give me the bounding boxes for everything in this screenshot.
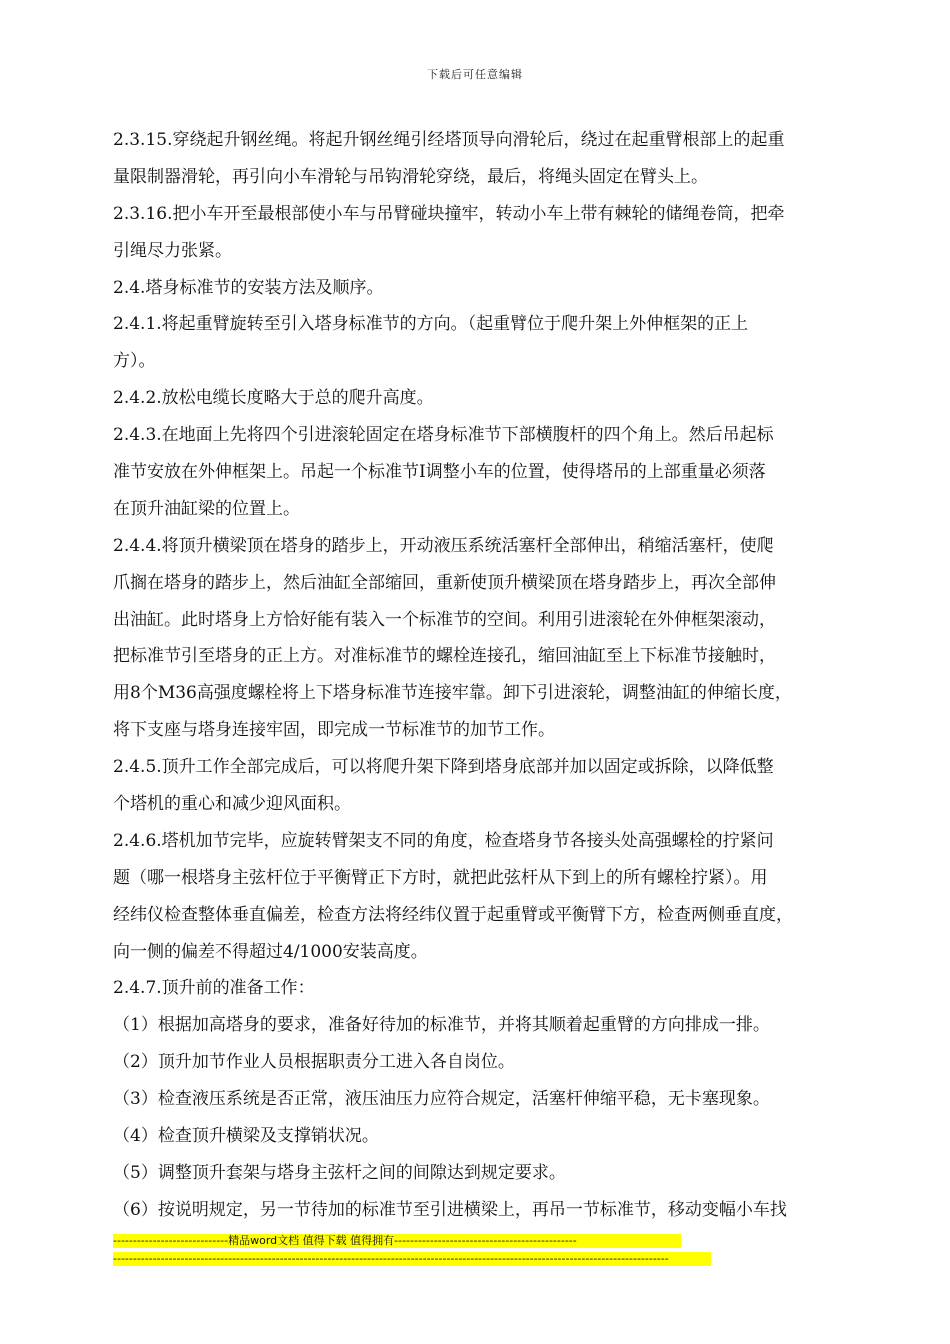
text-line: （4）检查顶升横梁及支撑销状况。 bbox=[113, 1126, 379, 1147]
text-line: 2.4.5.顶升工作全部完成后，可以将爬升架下降到塔身底部并加以固定或拆除，以降低整 bbox=[113, 757, 774, 778]
text-line: （2）顶升加节作业人员根据职责分工进入各自岗位。 bbox=[113, 1052, 515, 1073]
text-line: 经纬仪检查整体垂直偏差，检查方法将经纬仪置于起重臂或平衡臂下方，检查两侧垂直度， bbox=[113, 904, 793, 925]
text-line: 把标准节引至塔身的正上方。对准标准节的螺栓连接孔，缩回油缸至上下标准节接触时， bbox=[113, 646, 776, 667]
text-line: 引绳尽力张紧。 bbox=[113, 240, 232, 261]
text-line: 方）。 bbox=[113, 351, 156, 372]
text-line: 量限制器滑轮，再引向小车滑轮与吊钩滑轮穿绕，最后，将绳头固定在臂头上。 bbox=[113, 166, 708, 187]
text-line: 2.4.1.将起重臂旋转至引入塔身标准节的方向。（起重臂位于爬升架上外伸框架的正上 bbox=[113, 314, 749, 335]
document-body bbox=[113, 122, 887, 1229]
text-line: 个塔机的重心和减少迎风面积。 bbox=[113, 794, 351, 815]
footer-banner-line-2: -------------------------------------------------------------------------------------------------------------------------------------------- bbox=[113, 1252, 711, 1266]
page-footer bbox=[113, 1234, 711, 1270]
text-line: 2.4.6.塔机加节完毕，应旋转臂架支不同的角度，检查塔身节各接头处高强螺栓的拧紧问 bbox=[113, 830, 774, 851]
text-line: （1）根据加高塔身的要求，准备好待加的标准节，并将其顺着起重臂的方向排成一排。 bbox=[113, 1015, 770, 1036]
footer-banner-line-1: -----------------------------精品word文档 值得下载 值得拥有---------------------------------------------- bbox=[113, 1234, 681, 1248]
text-line: （3）检查液压系统是否正常，液压油压力应符合规定，活塞杆伸缩平稳，无卡塞现象。 bbox=[113, 1089, 770, 1110]
text-line: 用8个M36高强度螺栓将上下塔身标准节连接牢靠。卸下引进滚轮，调整油缸的伸缩长度， bbox=[113, 683, 792, 704]
text-line: 题（哪一根塔身主弦杆位于平衡臂正下方时，就把此弦杆从下到上的所有螺栓拧紧）。用 bbox=[113, 867, 768, 888]
text-line: （5）调整顶升套架与塔身主弦杆之间的间隙达到规定要求。 bbox=[113, 1162, 566, 1183]
text-line: 向一侧的偏差不得超过4/1000安装高度。 bbox=[113, 941, 428, 962]
text-line: 出油缸。此时塔身上方恰好能有装入一个标准节的空间。利用引进滚轮在外伸框架滚动， bbox=[113, 609, 776, 630]
text-line: 在顶升油缸梁的位置上。 bbox=[113, 498, 300, 519]
text-line: 准节安放在外伸框架上。吊起一个标准节Ⅰ调整小车的位置，使得塔吊的上部重量必须落 bbox=[113, 462, 766, 483]
text-line: 2.3.15.穿绕起升钢丝绳。将起升钢丝绳引经塔顶导向滑轮后，绕过在起重臂根部上的起重 bbox=[113, 130, 785, 150]
text-line: 将下支座与塔身连接牢固，即完成一节标准节的加节工作。 bbox=[113, 720, 555, 741]
page-header: 下载后可任意编辑 bbox=[427, 68, 523, 81]
text-line: 2.4.3.在地面上先将四个引进滚轮固定在塔身标准节下部横腹杆的四个角上。然后吊起标 bbox=[113, 425, 774, 446]
text-line: 2.3.16.把小车开至最根部使小车与吊臂碰块撞牢，转动小车上带有棘轮的储绳卷筒，把牵 bbox=[113, 203, 785, 224]
text-line: 2.4.塔身标准节的安装方法及顺序。 bbox=[113, 277, 384, 298]
text-line: 爪搁在塔身的踏步上，然后油缸全部缩回，重新使顶升横梁顶在塔身踏步上，再次全部伸 bbox=[113, 572, 776, 593]
text-line: 2.4.4.将顶升横梁顶在塔身的踏步上，开动液压系统活塞杆全部伸出，稍缩活塞杆，使爬 bbox=[113, 535, 774, 556]
text-line: 2.4.2.放松电缆长度略大于总的爬升高度。 bbox=[113, 388, 434, 409]
text-line: 2.4.7.顶升前的准备工作： bbox=[113, 978, 315, 999]
text-line: （6）按说明规定，另一节待加的标准节至引进横梁上，再吊一节标准节，移动变幅小车找 bbox=[113, 1199, 787, 1220]
